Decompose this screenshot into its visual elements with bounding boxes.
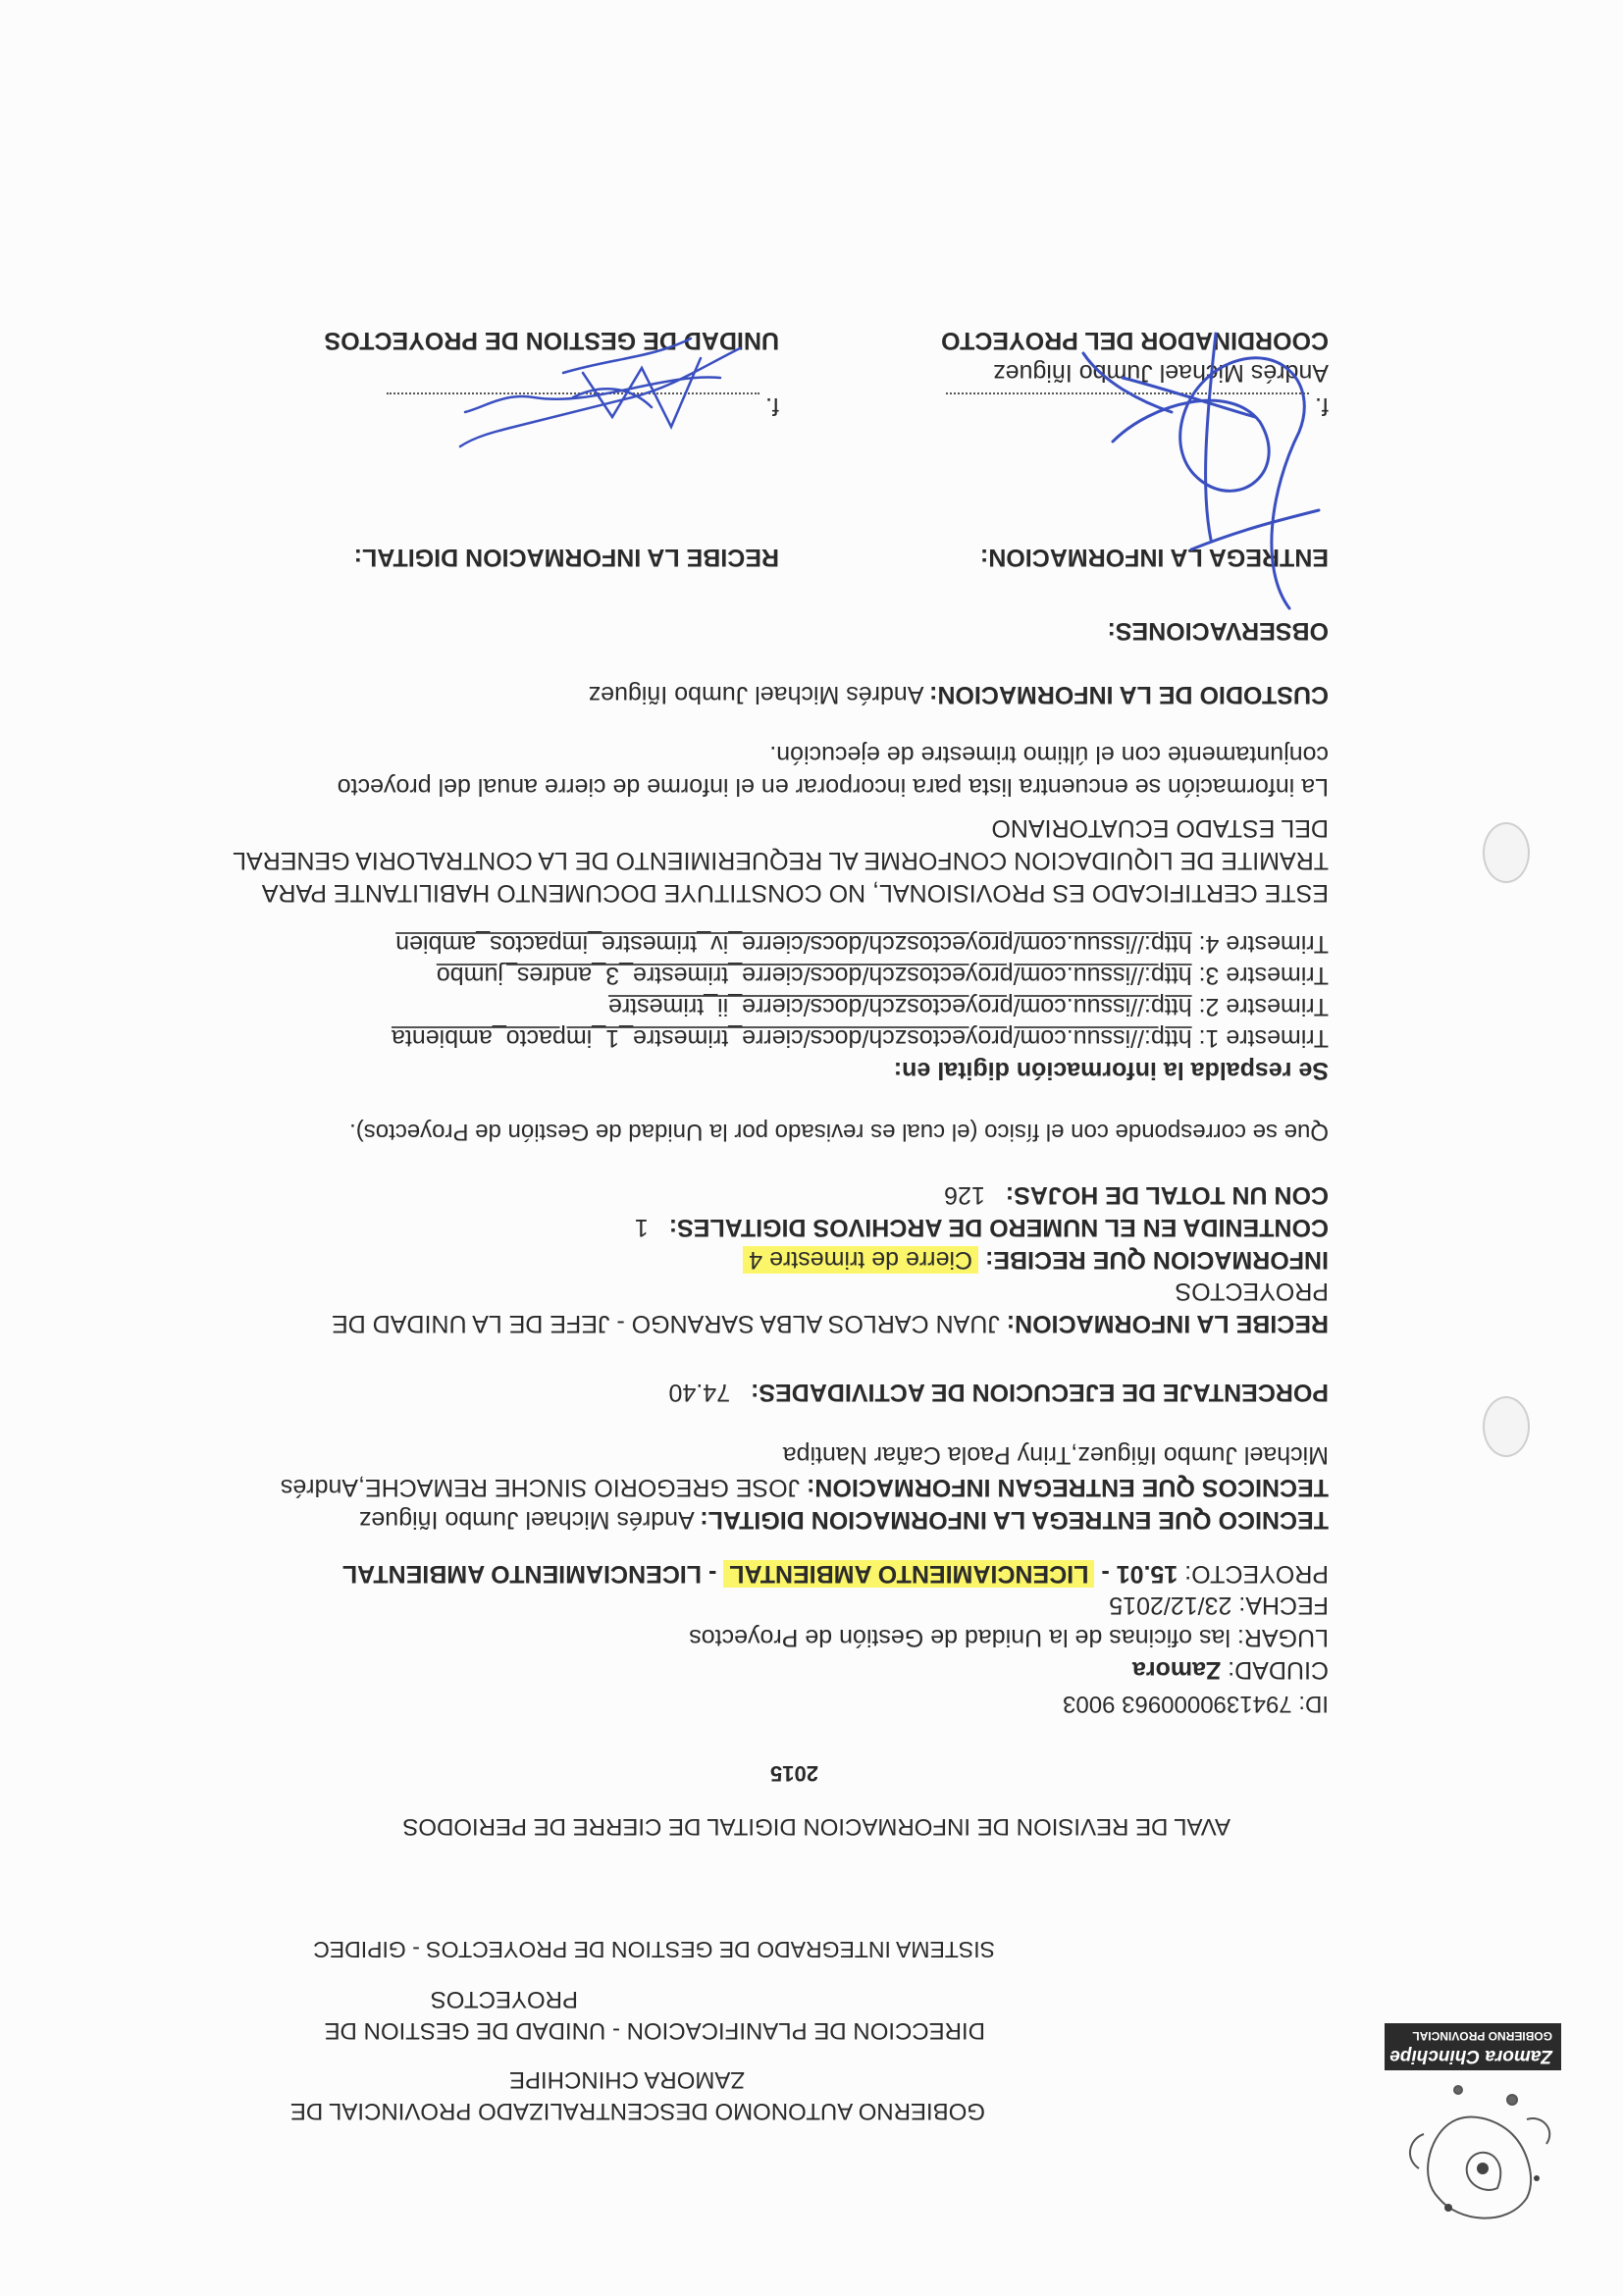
trimestre-label: Trimestre 3: (1198, 962, 1329, 989)
hojas-row (944, 1180, 1329, 1209)
trimestre-label: Trimestre 4: (1198, 930, 1329, 958)
tecnico-row (359, 1505, 1329, 1534)
ciudad-row (1132, 1655, 1329, 1684)
recibe-value-line-2: PROYECTOS (1175, 1278, 1329, 1305)
document-id: ID: 7941390000963 9003 (1063, 1691, 1329, 1717)
signer-left-role: COORDINADOR DEL PROYECTO (941, 327, 1329, 354)
corresponde-text: Que se corresponde con el físico (el cual es revisado por la Unidad de Gestión de Proyectos). (349, 1119, 1329, 1145)
info-label: INFORMACION QUE RECIBE: (985, 1246, 1329, 1274)
fecha-row (1109, 1591, 1329, 1619)
signature-f-right: f. (765, 392, 779, 420)
porcentaje-row (669, 1378, 1329, 1406)
handwritten-signature-right (445, 319, 759, 466)
recibe-row (332, 1309, 1329, 1337)
observaciones-label: OBSERVACIONES: (1107, 617, 1329, 645)
logo-title: Zamora Chinchipe (1389, 2046, 1552, 2066)
trimestre-label: Trimestre 2: (1198, 993, 1329, 1020)
fecha-label: FECHA: (1238, 1592, 1329, 1619)
recibe-digital-heading: RECIBE LA INFORMACION DIGITAL: (353, 544, 779, 571)
info-row (743, 1245, 1329, 1274)
lugar-value: las oficinas de la Unidad de Gestión de Proyectos (689, 1624, 1230, 1651)
custodio-row (589, 680, 1329, 708)
signature-f-left: f. (1315, 392, 1329, 420)
trimestre-row (392, 1023, 1329, 1052)
tecnicos-label: TECNICOS QUE ENTREGAN INFORMACION: (807, 1474, 1329, 1501)
nota-line-1: La información se encuentra lista para incorporar en el informe de cierre anual del proyecto (337, 773, 1329, 801)
fecha-value: 23/12/2015 (1109, 1592, 1232, 1619)
hojas-label: CON UN TOTAL DE HOJAS: (1005, 1181, 1329, 1209)
tecnico-label: TECNICO QUE ENTREGA LA INFORMACION DIGITAL: (700, 1506, 1329, 1534)
provincial-logo (1380, 2011, 1566, 2237)
archivos-row (635, 1213, 1329, 1241)
tecnico-value: Andrés Michael Jumbo Iñiguez (358, 1506, 695, 1534)
recibe-value: JUAN CARLOS ALBA SARANGO - JEFE DE LA UNIDAD DE (332, 1310, 1000, 1337)
proyecto-code: 15.01 - (1101, 1560, 1178, 1588)
nota-line-2: conjuntamente con el último trimestre de ejecución. (769, 741, 1329, 768)
porcentaje-value: 74.40 (668, 1379, 731, 1406)
certificado-line-3: DEL ESTADO ECUATORIANO (991, 814, 1329, 842)
trimestre-row (608, 992, 1329, 1020)
system-name: SISTEMA INTEGRADO DE GESTION DE PROYECTOS - GIPIDEC (313, 1937, 995, 1962)
tecnicos-value: JOSE GREGORIO SINCHE REMACHE,Andrés (280, 1474, 801, 1501)
org-line-2: ZAMORA CHINCHIPE (508, 2066, 745, 2093)
handwritten-signature-left (1054, 304, 1348, 628)
tecnicos-value-line-2: Michael Jumbo Iñiguez,Triny Paola Cañar Nantipa (782, 1441, 1329, 1469)
porcentaje-label: PORCENTAJE DE EJECUCION DE ACTIVIDADES: (751, 1379, 1329, 1406)
dir-line-1: DIRECCION DE PLANIFICACION - UNIDAD DE GESTION DE (324, 2017, 985, 2044)
proyecto-tail: - LICENCIAMIENTO AMBIENTAL (341, 1560, 717, 1588)
proyecto-label: PROYECTO: (1184, 1560, 1329, 1588)
trimestre-row (437, 961, 1329, 989)
binder-hole (1483, 822, 1530, 883)
trimestre-label: Trimestre 1: (1198, 1024, 1329, 1052)
custodio-label: CUSTODIO DE LA INFORMACION: (929, 681, 1329, 708)
trimestre-link[interactable]: http://issuu.com/proyectoszch/docs/cierre_ii_trimestre (607, 993, 1192, 1020)
tecnicos-row (281, 1473, 1329, 1501)
hojas-value: 126 (944, 1181, 985, 1209)
certificado-line-2: TRAMITE DE LIQUIDACION CONFORME AL REQUERIMIENTO DE LA CONTRALORIA GENERAL (233, 847, 1329, 874)
ciudad-label: CIUDAD: (1228, 1656, 1329, 1684)
entrega-heading: ENTREGA LA INFORMACION: (979, 544, 1329, 571)
proyecto-row (342, 1559, 1329, 1588)
signer-right-role: UNIDAD DE GESTION DE PROYECTOS (324, 327, 779, 354)
dir-line-2: PROYECTOS (430, 1986, 578, 2012)
lugar-label: LUGAR: (1236, 1624, 1329, 1651)
ciudad-value: Zamora (1131, 1656, 1222, 1684)
logo-subtitle: GOBIERNO PROVINCIAL (1412, 2029, 1552, 2043)
archivos-label: CONTENIDA EN EL NUMERO DE ARCHIVOS DIGITALES: (668, 1214, 1329, 1241)
document-title: AVAL DE REVISION DE INFORMACION DIGITAL DE CIERRE DE PERIODOS (402, 1813, 1230, 1840)
custodio-value: Andrés Michael Jumbo Iñiguez (588, 681, 924, 708)
recibe-label: RECIBE LA INFORMACION: (1006, 1310, 1329, 1337)
trimestre-link[interactable]: http://issuu.com/proyectoszch/docs/cierre_iv_trimestre_impactos_ambien (395, 930, 1192, 958)
archivos-value: 1 (634, 1214, 649, 1241)
signer-left-name: Andrés Michael Jumbo Iñiguez (993, 359, 1329, 387)
document-year: 2015 (770, 1761, 818, 1786)
proyecto-name-highlight: LICENCIAMIENTO AMBIENTAL (723, 1560, 1094, 1588)
trimestre-row (395, 929, 1329, 958)
certificado-line-1: ESTE CERTIFICADO ES PROVISIONAL, NO CONSTITUYE DOCUMENTO HABILITANTE PARA (261, 879, 1329, 907)
binder-hole (1483, 1396, 1530, 1457)
lugar-row (689, 1623, 1329, 1651)
trimestre-link[interactable]: http://issuu.com/proyectoszch/docs/cierre_trimestre_3_andres_jumbo (436, 962, 1192, 989)
org-line-1: GOBIERNO AUTONOMO DESCENTRALIZADO PROVINCIAL DE (289, 2098, 985, 2124)
trimestre-link[interactable]: http://issuu.com/proyectoszch/docs/cierre_trimestre_1_impacto_ambienta (391, 1024, 1192, 1052)
respaldo-heading: Se respalda la información digital en: (893, 1057, 1329, 1084)
info-value-highlight: Cierre de trimestre 4 (743, 1246, 978, 1274)
